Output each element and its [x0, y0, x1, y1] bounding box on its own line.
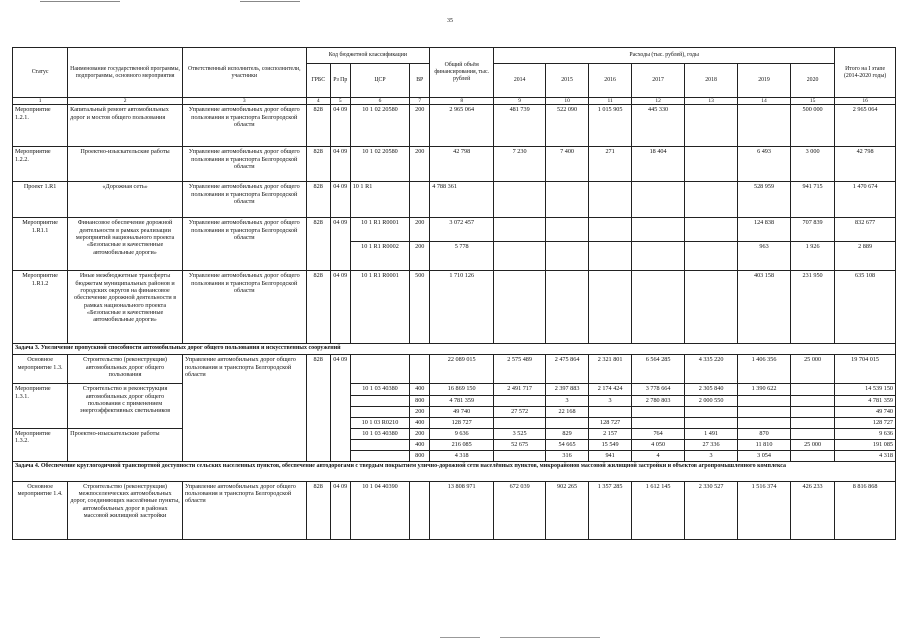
row-2020: 707 839: [791, 218, 835, 242]
row-total: 9 636: [430, 428, 494, 439]
header-year-2015: 2015: [546, 64, 589, 98]
row-total: 5 778: [430, 242, 494, 271]
row-vr: 400: [410, 418, 430, 428]
row-itogo: 4 318: [835, 450, 896, 461]
row-itogo: 9 636: [835, 428, 896, 439]
row-2018: [685, 418, 738, 428]
row-2014: [494, 242, 546, 271]
header-year-2020: 2020: [791, 64, 835, 98]
row-2017: [632, 407, 685, 418]
row-2017: 2 780 803: [632, 396, 685, 407]
row-2014: 7 230: [494, 147, 546, 182]
row-itogo: 8 816 868: [835, 481, 896, 539]
col-number: 2: [68, 98, 183, 105]
task-row: [13, 461, 896, 481]
row-2018: 1 491: [685, 428, 738, 439]
row-itogo: 191 085: [835, 439, 896, 450]
row-executor: Управление автомобильных дорог общего пользования и транспорта Белгородской области: [182, 182, 306, 218]
row-itogo: 2 965 064: [835, 105, 896, 147]
row-2015: [546, 271, 589, 344]
row-2014: 52 675: [494, 439, 546, 450]
row-rzpr: 04 09: [330, 105, 350, 147]
row-2018: 27 336: [685, 439, 738, 450]
row-csr: 10 1 03 40380: [350, 384, 410, 396]
row-2020: [791, 407, 835, 418]
row-2019: [738, 105, 791, 147]
col-number: 14: [738, 98, 791, 105]
row-2016: 271: [589, 147, 632, 182]
row-name: Строительство и реконструкция автомобильных дорог общего пользования с применением энергоэффективных светильников: [68, 384, 183, 428]
row-total: 4 788 361: [430, 182, 494, 218]
row-csr: 10 1 R1 R0001: [350, 271, 410, 344]
row-csr: [350, 450, 410, 461]
row-csr: 10 1 02 20580: [350, 147, 410, 182]
row-2019: 1 406 356: [738, 355, 791, 384]
row-2019: 1 390 622: [738, 384, 791, 396]
row-vr: 200: [410, 407, 430, 418]
row-2015: 829: [546, 428, 589, 439]
row-2015: 2 475 864: [546, 355, 589, 384]
header-vr: ВР: [410, 64, 430, 98]
row-2017: [632, 242, 685, 271]
row-itogo: 832 677: [835, 218, 896, 242]
row-2016: [589, 218, 632, 242]
task-4-heading: Задача 4. Обеспечение круглогодичной транспортной доступности сельских населенных пунктов, обеспечение автодорогами с твердым покрытием улично-дорожной сети населённых пунктов, микрорайонов массовой жилищной застройки и объектов агропромышленного комплекса: [13, 461, 896, 481]
row-2016: 128 727: [589, 418, 632, 428]
row-name: Иные межбюджетные трансферты бюджетам муниципальных районов и городских округов на финансовое обеспечение дорожной деятельности в рамках национального проекта «Безопасные и качественные автомобильные дороги»: [68, 271, 183, 344]
top-rule-left: [40, 1, 120, 2]
table-row: [13, 355, 896, 384]
row-status: Мероприятие 1.3.2.: [13, 428, 68, 461]
row-vr: [410, 481, 430, 539]
table-row: [13, 271, 896, 344]
row-2015: [546, 418, 589, 428]
row-rzpr: 04 09: [330, 271, 350, 344]
col-number: 3: [182, 98, 306, 105]
row-name: Проектно-изыскательские работы: [68, 147, 183, 182]
row-name: Финансовое обеспечение дорожной деятельности в рамках реализации мероприятий национального проекта «Безопасные и качественные автомобильные дороги»: [68, 218, 183, 271]
row-2020: 1 926: [791, 242, 835, 271]
row-2016: [589, 407, 632, 418]
header-itogo: Итого на I этапе (2014-2020 годы): [835, 48, 896, 98]
row-2017: 4: [632, 450, 685, 461]
row-2015: 22 168: [546, 407, 589, 418]
row-2020: 3 000: [791, 147, 835, 182]
row-2020: [791, 418, 835, 428]
header-year-2016: 2016: [589, 64, 632, 98]
column-numbers-row: [13, 98, 896, 105]
table-row: [13, 182, 896, 218]
budget-table: [12, 47, 896, 540]
row-2019: [738, 407, 791, 418]
row-itogo: 19 704 015: [835, 355, 896, 384]
row-2017: 6 564 285: [632, 355, 685, 384]
row-executor: Управление автомобильных дорог общего пользования и транспорта Белгородской области: [182, 271, 306, 344]
row-rzpr: 04 09: [330, 481, 350, 539]
row-2017: [632, 271, 685, 344]
row-2019: [738, 396, 791, 407]
row-itogo: 14 539 150: [835, 384, 896, 396]
row-2018: [685, 147, 738, 182]
row-name: Проектно-изыскательские работы: [68, 428, 183, 461]
row-total: 1 710 126: [430, 271, 494, 344]
row-executor: Управление автомобильных дорог общего пользования и транспорта Белгородской области: [182, 481, 306, 539]
row-itogo: 4 781 359: [835, 396, 896, 407]
task-3-heading: Задача 3. Увеличение пропускной способности автомобильных дорог общего пользования и искусственных сооружений: [13, 344, 896, 355]
row-2018: 3: [685, 450, 738, 461]
row-2014: 27 572: [494, 407, 546, 418]
table-row: [13, 218, 896, 242]
row-grbs: 828: [306, 218, 330, 271]
row-total: 2 965 064: [430, 105, 494, 147]
col-number: 11: [589, 98, 632, 105]
row-2018: [685, 105, 738, 147]
row-2014: [494, 396, 546, 407]
row-2020: 25 000: [791, 439, 835, 450]
row-2020: 941 715: [791, 182, 835, 218]
col-number: 10: [546, 98, 589, 105]
row-2020: 500 000: [791, 105, 835, 147]
row-2018: [685, 407, 738, 418]
header-csr: ЦСР: [350, 64, 410, 98]
row-itogo: 635 108: [835, 271, 896, 344]
row-total: 128 727: [430, 418, 494, 428]
row-status: Основное мероприятие 1.3.: [13, 355, 68, 384]
row-status: Мероприятие 1.2.2.: [13, 147, 68, 182]
row-status: Мероприятие 1.R1.1: [13, 218, 68, 271]
row-status: Проект 1.R1: [13, 182, 68, 218]
row-2018: [685, 242, 738, 271]
table-row: [13, 428, 896, 439]
row-2017: [632, 218, 685, 242]
task-row: [13, 344, 896, 355]
row-2019: 3 054: [738, 450, 791, 461]
row-rzpr: 04 09: [330, 182, 350, 218]
row-2014: [494, 218, 546, 242]
row-total: 49 740: [430, 407, 494, 418]
row-2019: 403 158: [738, 271, 791, 344]
row-vr: 800: [410, 396, 430, 407]
row-status: Мероприятие 1.2.1.: [13, 105, 68, 147]
row-2020: 231 950: [791, 271, 835, 344]
table-row: [13, 147, 896, 182]
table-row: [13, 481, 896, 539]
row-2019: 1 516 374: [738, 481, 791, 539]
header-program-name: Наименование государственной программы, подпрограммы, основного мероприятия: [68, 48, 183, 98]
row-vr: [410, 182, 430, 218]
row-rzpr: 04 09: [330, 147, 350, 182]
row-2015: [546, 182, 589, 218]
row-2019: [738, 418, 791, 428]
row-2016: 3: [589, 396, 632, 407]
row-vr: [410, 355, 430, 384]
header-year-2017: 2017: [632, 64, 685, 98]
col-number: 9: [494, 98, 546, 105]
row-2017: [632, 182, 685, 218]
row-status: Основное мероприятие 1.4.: [13, 481, 68, 539]
row-2014: 2 491 717: [494, 384, 546, 396]
row-csr: 10 1 R1 R0002: [350, 242, 410, 271]
row-total: 3 072 457: [430, 218, 494, 242]
header-year-2019: 2019: [738, 64, 791, 98]
header-total-volume: Общий объём финансирования, тыс. рублей: [430, 48, 494, 98]
row-total: 16 869 150: [430, 384, 494, 396]
row-2017: 445 330: [632, 105, 685, 147]
row-2016: 1 015 905: [589, 105, 632, 147]
row-2015: 54 665: [546, 439, 589, 450]
row-2020: [791, 450, 835, 461]
row-grbs: 828: [306, 182, 330, 218]
row-name: Строительство (реконструкция) автомобильных дорог общего пользования: [68, 355, 183, 384]
header-grbs: ГРБС: [306, 64, 330, 98]
row-vr: 200: [410, 147, 430, 182]
row-itogo: 128 727: [835, 418, 896, 428]
row-grbs: 828: [306, 481, 330, 539]
row-2014: 481 739: [494, 105, 546, 147]
row-2015: 7 400: [546, 147, 589, 182]
row-vr: 200: [410, 428, 430, 439]
row-grbs: 828: [306, 105, 330, 147]
row-itogo: 1 470 674: [835, 182, 896, 218]
row-2015: 3: [546, 396, 589, 407]
row-total: 4 318: [430, 450, 494, 461]
col-number: 12: [632, 98, 685, 105]
header-budget-code: Код бюджетной классификации: [306, 48, 430, 64]
row-2020: [791, 384, 835, 396]
col-number: 1: [13, 98, 68, 105]
row-total: 216 085: [430, 439, 494, 450]
row-total: 13 808 971: [430, 481, 494, 539]
row-2014: [494, 182, 546, 218]
col-number: 5: [330, 98, 350, 105]
row-2016: [589, 271, 632, 344]
row-itogo: 42 798: [835, 147, 896, 182]
header-executor: Ответственный исполнитель, соисполнители, участники: [182, 48, 306, 98]
row-2016: 1 357 285: [589, 481, 632, 539]
row-2016: 941: [589, 450, 632, 461]
row-2015: [546, 242, 589, 271]
row-vr: 200: [410, 218, 430, 242]
row-2018: 2 000 550: [685, 396, 738, 407]
row-2016: [589, 182, 632, 218]
table-row: [13, 105, 896, 147]
row-csr: [350, 439, 410, 450]
row-executor: Управление автомобильных дорог общего пользования и транспорта Белгородской области: [182, 218, 306, 271]
header-year-2018: 2018: [685, 64, 738, 98]
row-name: Капитальный ремонт автомобильных дорог и мостов общего пользования: [68, 105, 183, 147]
row-total: 42 798: [430, 147, 494, 182]
row-csr: 10 1 02 20580: [350, 105, 410, 147]
row-2015: 2 397 883: [546, 384, 589, 396]
row-vr: 400: [410, 439, 430, 450]
row-name: Строительство (реконструкция) межпоселенческих автомобильных дорог, соединяющих населённые пункты, автомобильных дорог в районах массовой жилищной застройки: [68, 481, 183, 539]
row-2018: 2 305 840: [685, 384, 738, 396]
col-number: 13: [685, 98, 738, 105]
row-2019: 963: [738, 242, 791, 271]
row-itogo: 49 740: [835, 407, 896, 418]
row-executor: Управление автомобильных дорог общего пользования и транспорта Белгородской области: [182, 147, 306, 182]
row-2020: 426 233: [791, 481, 835, 539]
col-number: 15: [791, 98, 835, 105]
row-2018: [685, 218, 738, 242]
row-2016: 15 549: [589, 439, 632, 450]
row-2018: 2 330 527: [685, 481, 738, 539]
row-2020: [791, 428, 835, 439]
row-vr: 200: [410, 105, 430, 147]
row-2019: 6 493: [738, 147, 791, 182]
row-total: 4 781 359: [430, 396, 494, 407]
row-csr: 10 1 04 40390: [350, 481, 410, 539]
row-2015: 902 265: [546, 481, 589, 539]
row-total: 22 089 015: [430, 355, 494, 384]
row-2017: [632, 418, 685, 428]
row-2018: [685, 182, 738, 218]
row-rzpr: 04 09: [330, 218, 350, 271]
row-2016: [589, 242, 632, 271]
row-csr: 10 1 03 40380: [350, 428, 410, 439]
col-number: 16: [835, 98, 896, 105]
row-2019: 528 959: [738, 182, 791, 218]
row-2019: 124 838: [738, 218, 791, 242]
row-2018: [685, 271, 738, 344]
row-2017: 3 778 664: [632, 384, 685, 396]
top-rule-mid: [240, 1, 300, 2]
row-status: Мероприятие 1.R1.2: [13, 271, 68, 344]
row-2014: [494, 450, 546, 461]
header-expenses: Расходы (тыс. рублей), годы: [494, 48, 835, 64]
bottom-rule-left: [440, 637, 480, 638]
row-2016: 2 174 424: [589, 384, 632, 396]
table-header: [13, 48, 896, 98]
row-2015: 316: [546, 450, 589, 461]
row-status: Мероприятие 1.3.1.: [13, 384, 68, 428]
row-itogo: 2 889: [835, 242, 896, 271]
row-csr: [350, 396, 410, 407]
row-vr: 800: [410, 450, 430, 461]
row-grbs: 828: [306, 147, 330, 182]
row-executor: Управление автомобильных дорог общего пользования и транспорта Белгородской области: [182, 355, 306, 461]
row-2014: 672 039: [494, 481, 546, 539]
row-name: «Дорожная сеть»: [68, 182, 183, 218]
row-grbs: 828: [306, 355, 330, 461]
row-csr: 10 1 R1: [350, 182, 410, 218]
row-2014: [494, 418, 546, 428]
row-2015: 522 090: [546, 105, 589, 147]
row-2019: 870: [738, 428, 791, 439]
row-csr: 10 1 03 R0210: [350, 418, 410, 428]
row-2018: 4 335 220: [685, 355, 738, 384]
col-number: 6: [350, 98, 410, 105]
row-2017: 18 404: [632, 147, 685, 182]
page-number: 35: [447, 18, 453, 24]
table-row: [13, 384, 896, 396]
header-year-2014: 2014: [494, 64, 546, 98]
row-2017: 764: [632, 428, 685, 439]
bottom-rule-right: [500, 637, 600, 638]
row-2020: 25 000: [791, 355, 835, 384]
row-vr: 500: [410, 271, 430, 344]
row-2016: 2 157: [589, 428, 632, 439]
row-2015: [546, 218, 589, 242]
col-number: 4: [306, 98, 330, 105]
row-2016: 2 321 801: [589, 355, 632, 384]
row-csr: [350, 407, 410, 418]
header-status: Статус: [13, 48, 68, 98]
row-vr: 400: [410, 384, 430, 396]
row-2014: 2 575 489: [494, 355, 546, 384]
row-vr: 200: [410, 242, 430, 271]
row-2019: 11 810: [738, 439, 791, 450]
row-executor: Управление автомобильных дорог общего пользования и транспорта Белгородской области: [182, 105, 306, 147]
col-number: 8: [430, 98, 494, 105]
row-grbs: 828: [306, 271, 330, 344]
row-2014: [494, 271, 546, 344]
row-2020: [791, 396, 835, 407]
row-rzpr: 04 09: [330, 355, 350, 461]
row-csr: [350, 355, 410, 384]
col-number: 7: [410, 98, 430, 105]
row-csr: 10 1 R1 R0001: [350, 218, 410, 242]
header-rzpr: Рз Пр: [330, 64, 350, 98]
row-2017: 4 050: [632, 439, 685, 450]
row-2014: 3 525: [494, 428, 546, 439]
row-2017: 1 612 145: [632, 481, 685, 539]
